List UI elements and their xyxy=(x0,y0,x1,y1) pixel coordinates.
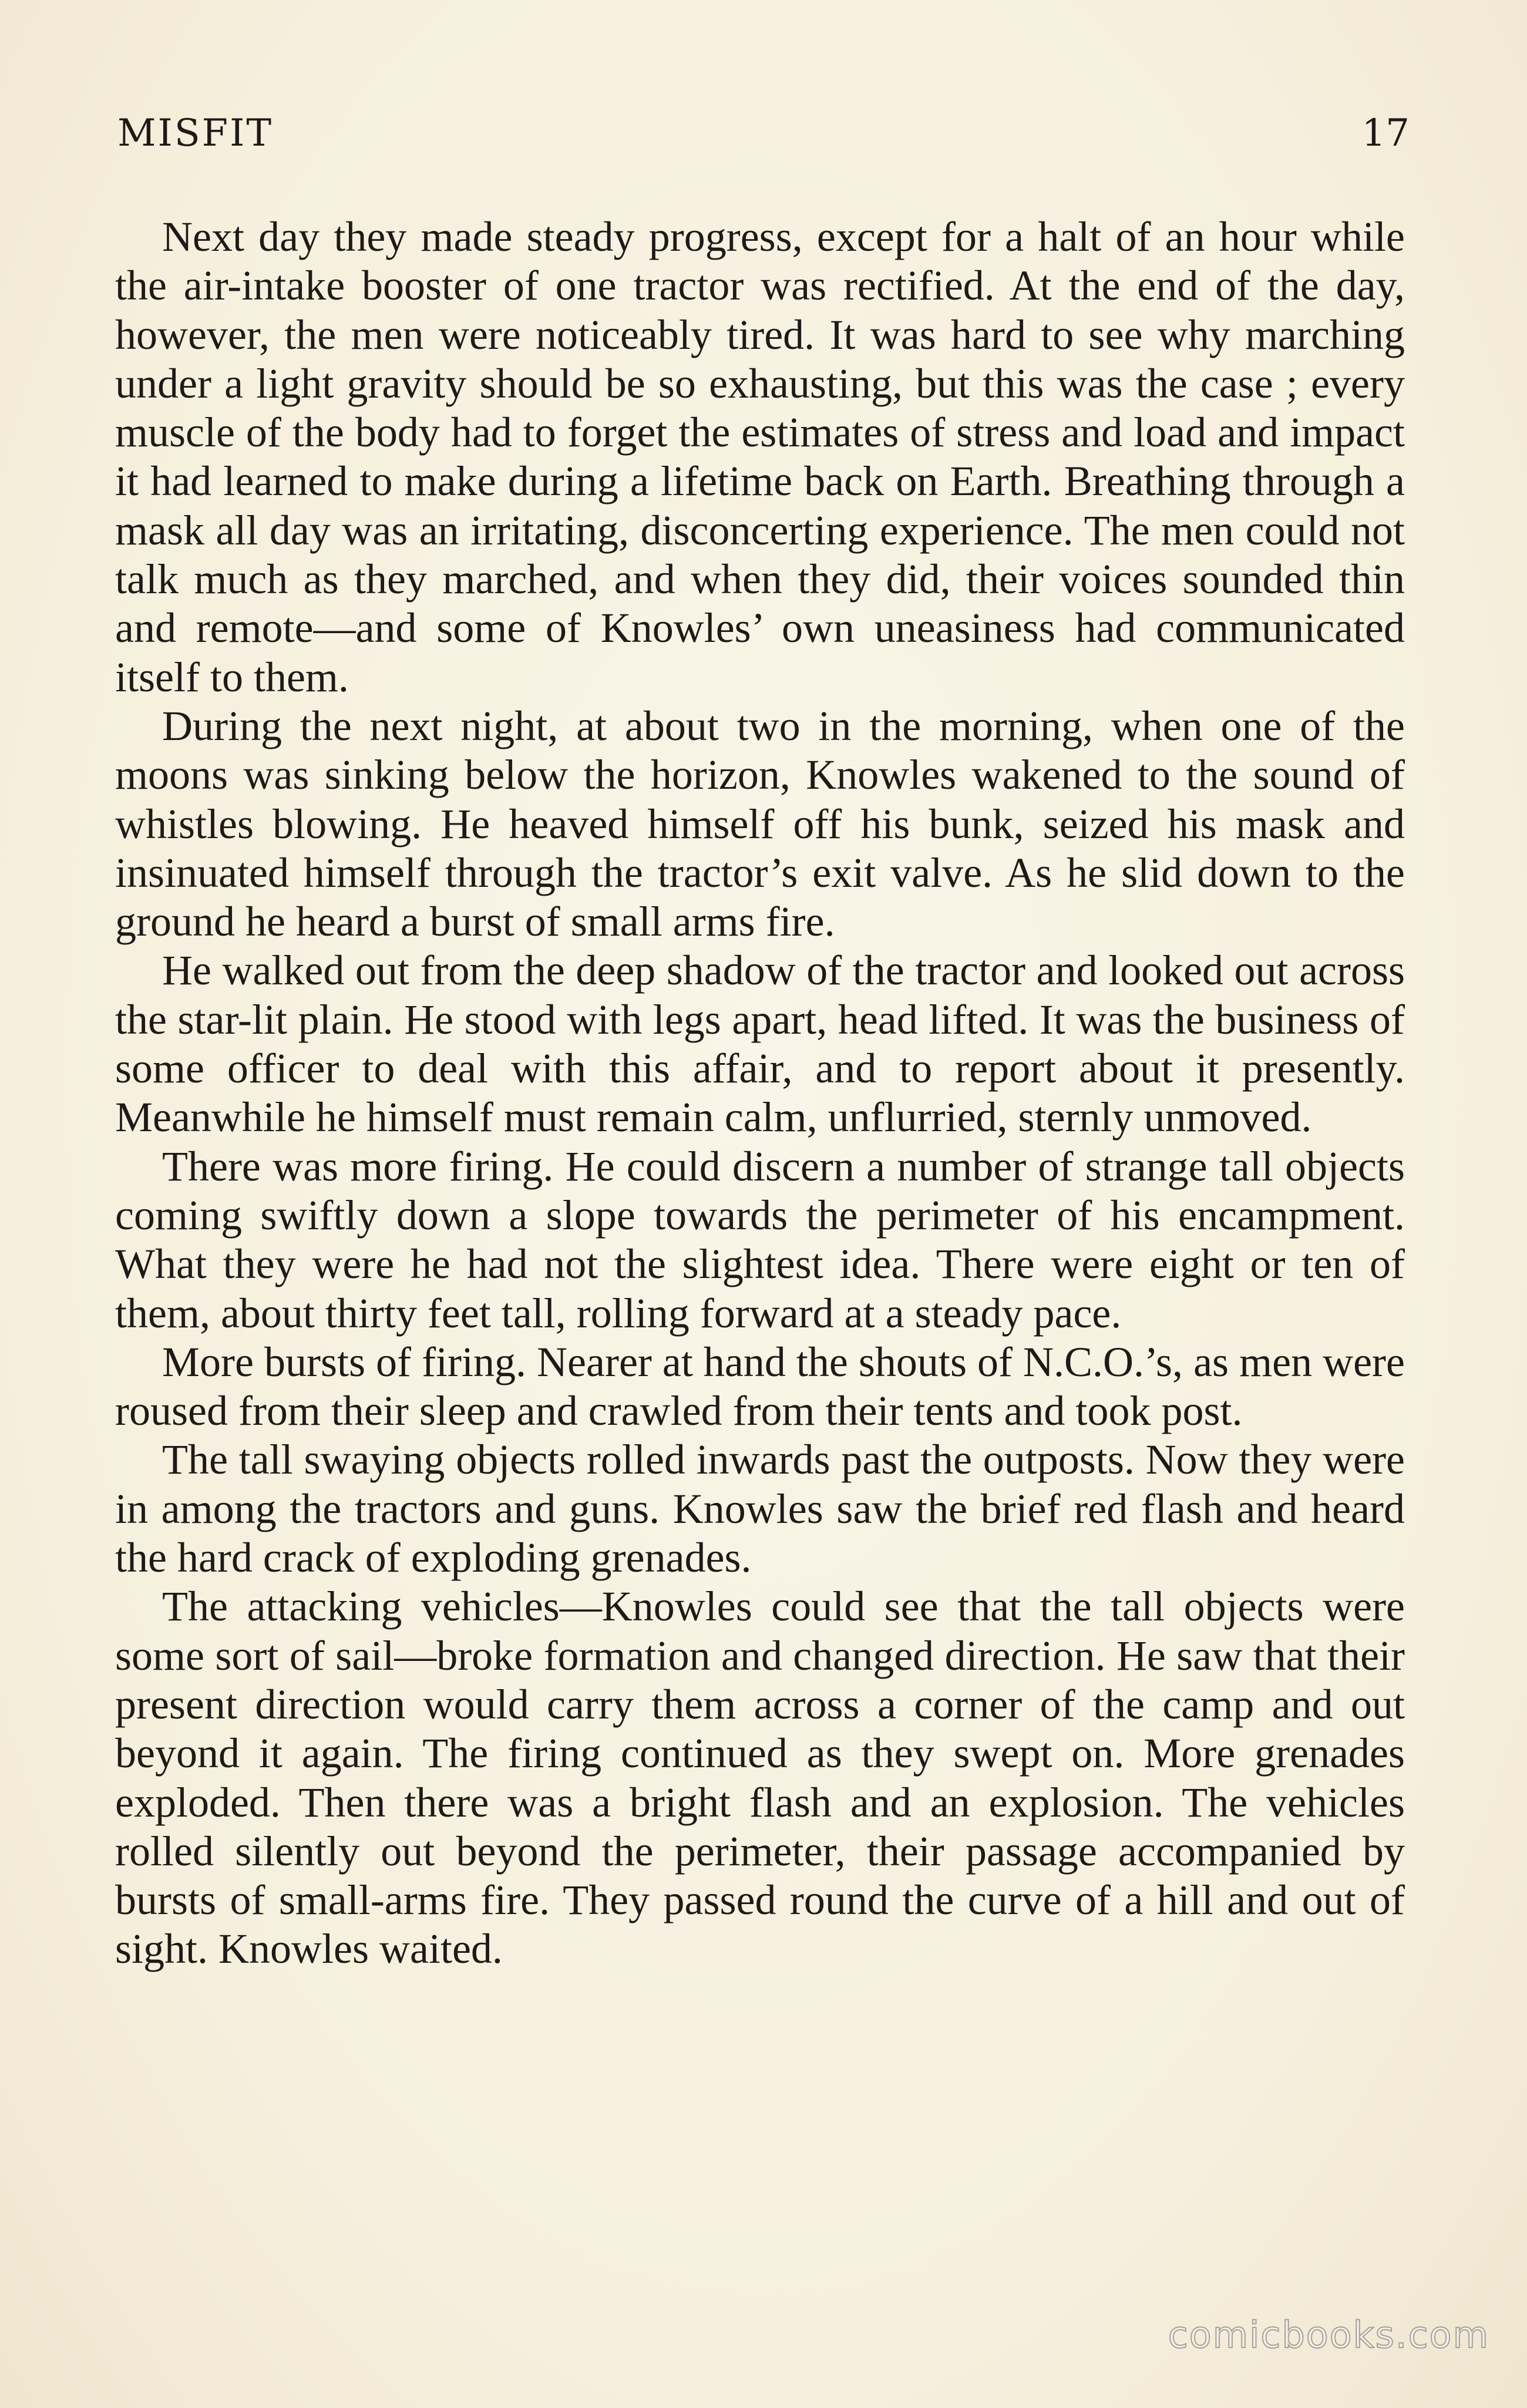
page-number: 17 xyxy=(1361,112,1410,155)
body-text xyxy=(115,213,1405,1974)
running-header xyxy=(117,112,1410,170)
paragraph: There was more firing. He could discern a number of strange tall objects coming swiftly down a slope towards the perimeter of his encampment. What they were he had not the slightest idea. There were eight or ten of them, about thirty feet tall, rolling forward at a steady pace. xyxy=(115,1142,1405,1337)
paragraph: Next day they made steady progress, except for a halt of an hour while the air-intake booster of one tractor was rectified. At the end of the day, however, the men were noticeably tired. It was hard to see why marching under a light gravity should be so exhausting, but this was the case ; every muscle of the body had to forget the estimates of stress and load and impact it had learned to make during a lifetime back on Earth. Breathing through a mask all day was an irritating, disconcerting experience. The men could not talk much as they marched, and when they did, their voices sounded thin and remote—and some of Knowles’ own uneasiness had communicated itself to them. xyxy=(115,213,1405,701)
watermark: comicbooks.com xyxy=(1168,2313,1489,2356)
paragraph: The attacking vehicles—Knowles could see that the tall objects were some sort of sail—broke formation and changed direction. He saw that their present direction would carry them across a corner of the camp and out beyond it again. The firing continued as they swept on. More grenades exploded. Then there was a bright flash and an explosion. The vehicles rolled silently out beyond the perimeter, their passage accompanied by bursts of small-arms fire. They passed round the curve of a hill and out of sight. Knowles waited. xyxy=(115,1583,1405,1973)
paragraph: The tall swaying objects rolled inwards past the outposts. Now they were in among the tractors and guns. Knowles saw the brief red flash and heard the hard crack of exploding grenades. xyxy=(115,1436,1405,1582)
paragraph: He walked out from the deep shadow of the tractor and looked out across the star-lit plain. He stood with legs apart, head lifted. It was the business of some officer to deal with this affair, and to report about it presently. Meanwhile he himself must remain calm, unflurried, sternly unmoved. xyxy=(115,947,1405,1141)
paragraph: During the next night, at about two in the morning, when one of the moons was sinking below the horizon, Knowles wakened to the sound of whistles blowing. He heaved himself off his bunk, seized his mask and insinuated himself through the tractor’s exit valve. As he slid down to the ground he heard a burst of small arms fire. xyxy=(115,702,1405,946)
running-title: MISFIT xyxy=(117,112,274,155)
paragraph: More bursts of firing. Nearer at hand the shouts of N.C.O.’s, as men were roused from their sleep and crawled from their tents and took post. xyxy=(115,1338,1405,1435)
